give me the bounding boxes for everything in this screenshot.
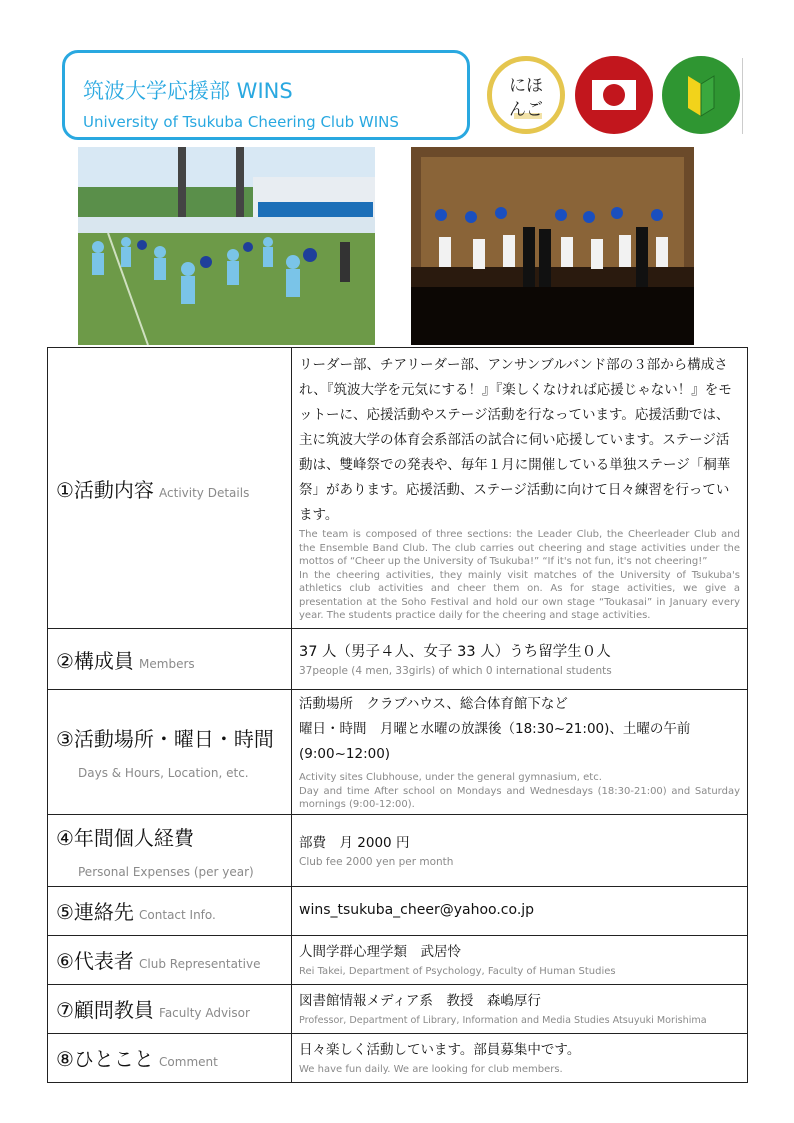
place-text-en-1: Activity sites Clubhouse, under the general gymnasium, etc. [299,772,602,783]
content-cell [292,984,748,1033]
activity-text-en-1: The team is composed of three sections: the Leader Club, the Cheerleader Club and the Ensemble Band Club. The club carries out cheering and stage activities under the mottos of “Cheer up the University of Tsukuba!” “If it's not fun, it's not cheering!” [299,529,740,568]
nihongo-badge-icon[interactable] [487,56,565,134]
japan-flag-icon[interactable] [575,56,653,134]
label-cell [48,348,292,629]
advisor-text-en: Professor, Department of Library, Information and Media Studies Atsuyuki Morishima [299,1015,707,1027]
label-cell [48,984,292,1033]
advisor-label: ⑦顧問教員 [56,998,154,1022]
expenses-text-jp: 部費 月 2000 円 [299,834,410,851]
content-cell [292,1033,748,1082]
content-cell [292,690,748,815]
flag-red-disc [603,84,625,106]
club-title-jp: 筑波大学応援部 WINS [83,79,293,103]
table-row [48,690,748,815]
beginner-mark-icon[interactable] [662,56,740,134]
content-cell [292,348,748,629]
label-cell [48,1033,292,1082]
label-cell [48,935,292,984]
activity-label-en: Activity Details [159,485,250,500]
contact-label: ⑤連絡先 [56,900,134,924]
label-cell [48,629,292,690]
comment-text-en: We have fun daily. We are looking for club members. [299,1064,563,1076]
expenses-label: ④年間個人経費 [56,825,194,850]
activity-text-en-2: In the cheering activities, they mainly visit matches of the University of Tsukuba's athletics club activities and cheer them on. As for stage activities, we give a presentation at the Soho Festival and hold our own stage “Toukasai” in January every year. The students practice daily for the cheering and stage activities. [299,569,740,622]
title-box [62,50,470,140]
members-label-en: Members [139,656,195,671]
divider [742,58,743,134]
content-cell [292,886,748,935]
nihongo-badge-text-2: んご [509,100,543,120]
outdoor-cheer-photo [78,147,375,345]
table-row [48,814,748,886]
members-label: ②構成員 [56,648,134,673]
place-label-en: Days & Hours, Location, etc. [78,766,249,781]
place-text-jp-2: 曜日・時間 月曜と水曜の放課後（18:30~21:00)、土曜の午前(9:00~12:00) [299,721,691,762]
club-title-en: University of Tsukuba Cheering Club WINS [83,113,399,131]
beginner-mark-shape [662,56,740,134]
members-text-en: 37people (4 men, 33girls) of which 0 international students [299,664,612,677]
contact-email-link[interactable]: wins_tsukuba_cheer@yahoo.co.jp [299,902,535,918]
place-label: ③活動場所・曜日・時間 [56,727,274,752]
stage-performance-photo [411,147,694,345]
expenses-text-en: Club fee 2000 yen per month [299,855,454,868]
activity-text-jp: リーダー部、チアリーダー部、アンサンブルバンド部の３部から構成され、『筑波大学を元気にする！』『楽しくなければ応援じゃない！』をモットーに、応援活動やステージ活動を行なっています。応援活動では、主に筑波大学の体育会系部活の試合に伺い応援しています。ステージ活動は、雙峰祭での発表や、毎年１月に開催している単独ステージ「桐華祭」があります。応援活動、ステージ活動に向けて日々練習を行っています。 [299,357,732,524]
representative-text-en: Rei Takei, Department of Psychology, Faculty of Human Studies [299,966,616,978]
table-row [48,348,748,629]
table-row [48,935,748,984]
representative-text-jp: 人間学群心理学類 武居怜 [299,944,461,961]
members-text-jp: 37 人（男子４人、女子 33 人）うち留学生０人 [299,643,611,660]
nihongo-badge-text-1: にほ [509,76,543,96]
expenses-label-en: Personal Expenses (per year) [78,864,254,879]
representative-label-en: Club Representative [139,957,261,971]
place-text-jp-1: 活動場所 クラブハウス、総合体育館下など [299,696,568,712]
content-cell [292,935,748,984]
contact-label-en: Contact Info. [139,908,216,922]
table-row [48,629,748,690]
table-row [48,1033,748,1082]
activity-label: ①活動内容 [56,477,154,502]
advisor-label-en: Faculty Advisor [159,1006,250,1020]
advisor-text-jp: 図書館情報メディア系 教授 森嶋厚行 [299,993,541,1010]
label-cell [48,690,292,815]
place-text-en-2: Day and time After school on Mondays and Wednesdays (18:30-21:00) and Saturday mornings (9:00-12:00). [299,785,740,810]
table-row [48,984,748,1033]
representative-label: ⑥代表者 [56,949,134,973]
table-row [48,886,748,935]
comment-label-en: Comment [159,1055,218,1069]
content-cell [292,629,748,690]
label-cell [48,886,292,935]
content-cell [292,814,748,886]
club-info-table [47,347,748,1083]
comment-text-jp: 日々楽しく活動しています。部員募集中です。 [299,1042,581,1059]
label-cell [48,814,292,886]
comment-label: ⑧ひとこと [56,1047,154,1071]
